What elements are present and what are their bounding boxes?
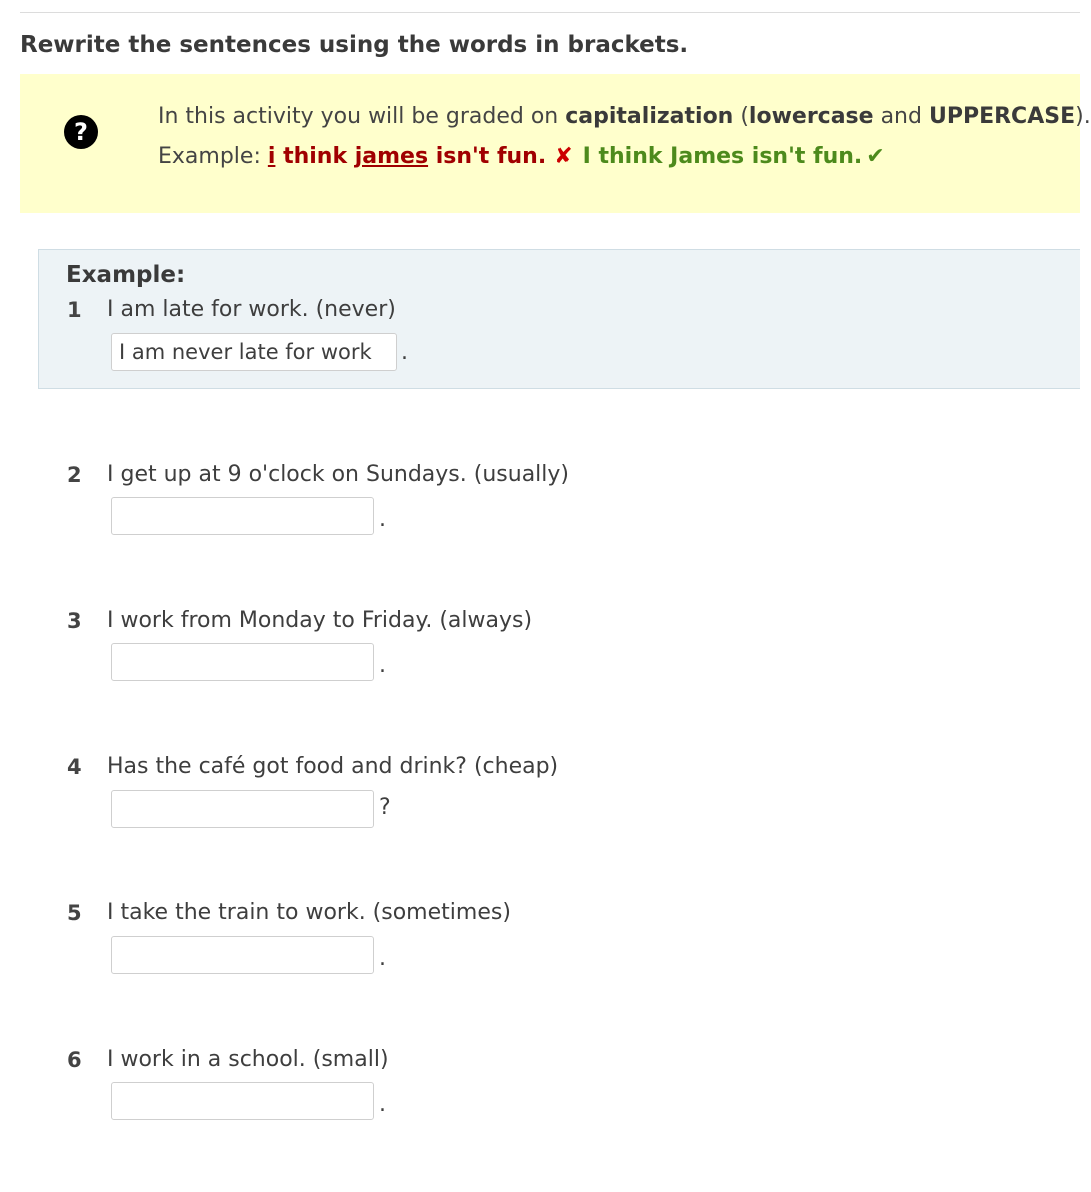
wrong-example bbox=[268, 144, 546, 169]
note-text: In this activity you will be graded on bbox=[158, 104, 566, 129]
question-number: 3 bbox=[67, 609, 82, 633]
check-icon: ✔ bbox=[866, 144, 885, 169]
correct-example: I think James isn't fun. bbox=[582, 144, 863, 169]
note-bold-uppercase: UPPERCASE bbox=[928, 104, 1076, 129]
capitalization-note bbox=[20, 74, 1091, 213]
answer-punctuation: . bbox=[379, 1092, 386, 1117]
note-line-1 bbox=[158, 104, 1091, 129]
question-prompt: I take the train to work. (sometimes) bbox=[107, 900, 511, 925]
question-number: 6 bbox=[67, 1048, 82, 1072]
answer-punctuation: . bbox=[379, 946, 386, 971]
note-text: and bbox=[873, 104, 929, 129]
answer-input-4[interactable] bbox=[111, 790, 374, 828]
wrong-word-i: i bbox=[267, 144, 276, 169]
question-number: 1 bbox=[67, 298, 82, 322]
question-number: 5 bbox=[67, 901, 82, 925]
question-number: 2 bbox=[67, 463, 82, 487]
example-label: Example: bbox=[66, 262, 186, 288]
question-prompt: I work in a school. (small) bbox=[107, 1047, 389, 1072]
answer-punctuation: ? bbox=[379, 795, 391, 820]
note-line-2 bbox=[158, 144, 885, 169]
answer-input-5[interactable] bbox=[111, 936, 374, 974]
question-prompt: I get up at 9 o'clock on Sundays. (usually) bbox=[107, 462, 569, 487]
note-example-label: Example: bbox=[158, 144, 268, 169]
answer-punctuation: . bbox=[401, 340, 408, 365]
answer-input-2[interactable] bbox=[111, 497, 374, 535]
question-prompt: I am late for work. (never) bbox=[107, 297, 396, 322]
wrong-text: think bbox=[275, 144, 355, 169]
note-text: ( bbox=[733, 104, 749, 129]
cross-icon: ✘ bbox=[554, 144, 573, 169]
wrong-text: isn't fun. bbox=[428, 144, 547, 169]
answer-punctuation: . bbox=[379, 653, 386, 678]
top-divider bbox=[20, 12, 1080, 13]
question-prompt: Has the café got food and drink? (cheap) bbox=[107, 754, 559, 779]
note-bold-capitalization: capitalization bbox=[565, 104, 734, 129]
question-number: 4 bbox=[67, 755, 82, 779]
answer-input-3[interactable] bbox=[111, 643, 374, 681]
wrong-word-james: james bbox=[354, 144, 429, 169]
note-bold-lowercase: lowercase bbox=[748, 104, 874, 129]
example-answer-input[interactable] bbox=[111, 333, 397, 371]
instruction-heading: Rewrite the sentences using the words in brackets. bbox=[20, 32, 689, 58]
answer-punctuation: . bbox=[379, 507, 386, 532]
question-prompt: I work from Monday to Friday. (always) bbox=[107, 608, 533, 633]
answer-input-6[interactable] bbox=[111, 1082, 374, 1120]
question-icon: ? bbox=[64, 115, 98, 149]
note-text: ). bbox=[1075, 104, 1091, 129]
